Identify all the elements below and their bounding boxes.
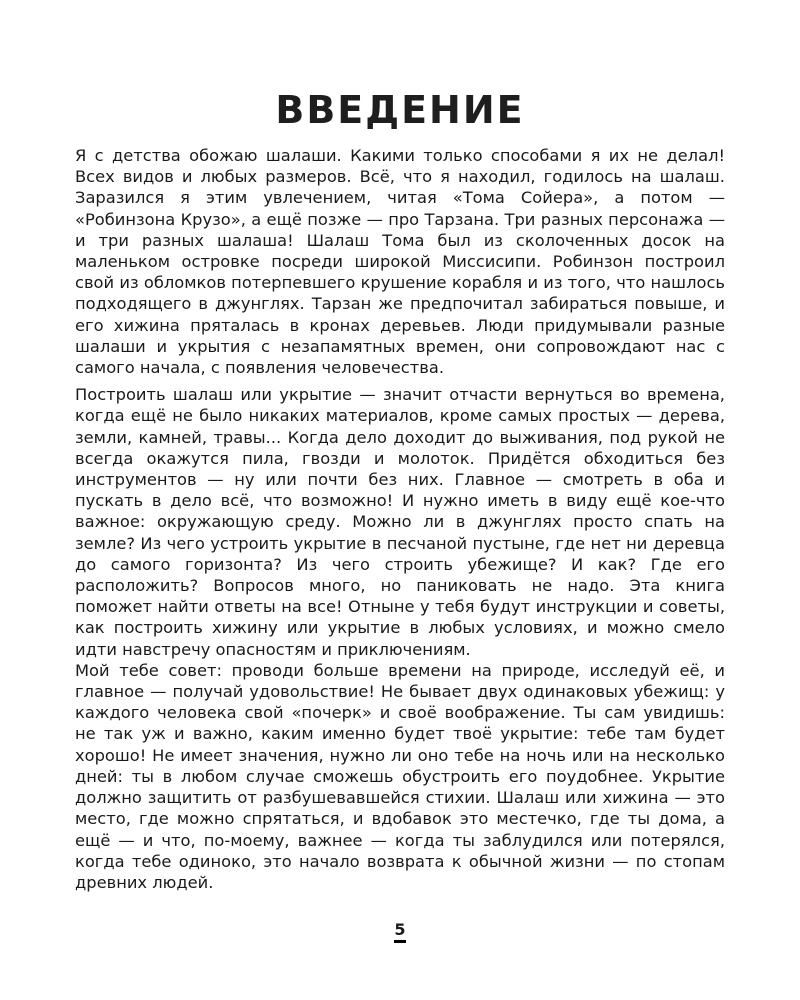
body-text — [75, 145, 725, 899]
page-title: ВВЕДЕНИЕ — [275, 88, 525, 132]
paragraph-2: Построить шалаш или укрытие — значит отчасти вернуться во времена, когда ещё не было никаких материалов, кроме самых простых — дерева, земли, камней, травы... Когда дело доходит до выживания, под рукой не всегда окажутся пила, гвозди и молоток. Придётся обходиться без инструментов — ну или почти без них. Главное — смотреть в оба и пускать в дело всё, что возможно! И нужно иметь в виду ещё кое-что важное: окружающую среду. Можно ли в джунглях просто спать на земле? Из чего устроить укрытие в песчаной пустыне, где нет ни деревца до самого горизонта? Из чего строить убежище? И как? Где его расположить? Вопросов много, но паниковать не надо. Эта книга поможет найти ответы на все! Отныне у тебя будут инструкции и советы, как построить хижину или укрытие в любых условиях, и можно смело идти навстречу опасностям и приключениям. — [75, 385, 725, 659]
paragraph-3: Мой тебе совет: проводи больше времени на природе, исследуй её, и главное — получай удовольствие! Не бывает двух одинаковых убежищ: у каждого человека свой «почерк» и своё воображение. Ты сам увидишь: не так уж и важно, каким именно будет твоё укрытие: тебе там будет хорошо! Не имеет значения, нужно ли оно тебе на ночь или на несколько дней: ты в любом случае сможешь обустроить его поудобнее. Укрытие должно защитить от разбушевавшейся стихии. Шалаш или хижина — это место, где можно спрятаться, и вдобавок это местечко, где ты дома, а ещё — и что, по-моему, важнее — когда ты заблудился или потерялся, когда тебе одиноко, это начало возврата к обычной жизни — по стопам древних людей. — [75, 660, 725, 892]
paragraph-1: Я с детства обожаю шалаши. Какими только способами я их не делал! Всех видов и любых размеров. Всё, что я находил, годилось на шалаш. Заразился я этим увлечением, читая «Тома Сойера», а потом — «Робинзона Крузо», а ещё позже — про Тарзана. Три разных персонажа — и три разных шалаша! Шалаш Тома был из сколоченных досок на маленьком островке посреди широкой Миссисипи. Робинзон построил свой из обломков потерпевшего крушение корабля и из того, что нашлось подходящего в джунглях. Тарзан же предпочитал забираться повыше, и его хижина пряталась в кронах деревьев. Люди придумывали разные шалаши и укрытия с незапамятных времен, они сопровождают нас с самого начала, с появления человечества. — [75, 146, 725, 378]
page-number-label: 5 — [394, 920, 405, 943]
page-number — [0, 920, 800, 943]
